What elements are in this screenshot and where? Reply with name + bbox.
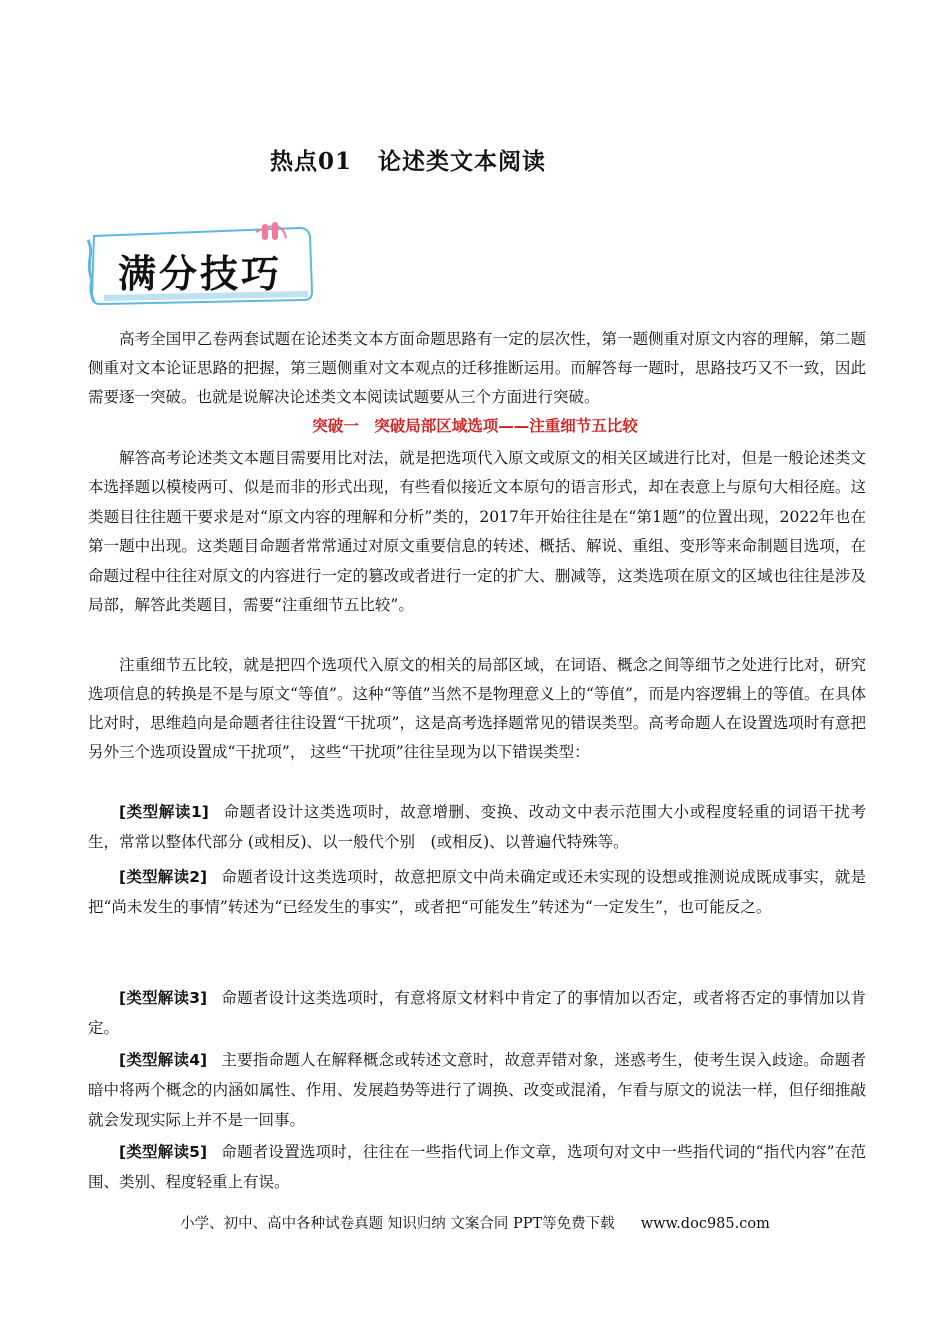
title-label: 热点01 bbox=[269, 148, 352, 175]
intro-paragraph: 高考全国甲乙卷两套试题在论述类文本方面命题思路有一定的层次性，第一题侧重对原文内容的理解，第二题侧重对文本论证思路的把握，第三题侧重对文本观点的迁移推断运用。而解答每一题时，思路技巧又不一致，因此需要逐一突破。也就是说解决论述类文本阅读试题要从三个方面进行突破。 bbox=[88, 330, 866, 406]
type-tag: [类型解读5] bbox=[119, 1143, 208, 1161]
type-tag: [类型解读3] bbox=[119, 989, 208, 1007]
footer-url[interactable]: www.doc985.com bbox=[640, 1216, 770, 1232]
type-item-4 bbox=[88, 1045, 866, 1135]
paragraph-1: 解答高考论述类文本题目需要用比对法，就是把选项代入原文或原文的相关区域进行比对，但是一般论述类文本选择题以模棱两可、似是而非的形式出现，有些看似接近文本原句的语言形式，却在表意上与原句大相径庭。这类题目往往题干要求是对“原文内容的理解和分析”类的，2017年开始往往是在“第1题”的位置出现，2022年也在第一题中出现。这类题目命题者常常通过对原文重要信息的转述、概括、解说、重组、变形等来命制题目选项，在命题过程中往往对原文的内容进行一定的篡改或者进行一定的扩大、删减等，这类选项在原文的区域也往往是涉及局部，解答此类题目，需要“注重细节五比较”。 bbox=[88, 449, 866, 615]
type-text: 主要指命题人在解释概念或转述文意时，故意弄错对象，迷惑考生，使考生误入歧途。命题者暗中将两个概念的内涵如属性、作用、发展趋势等进行了调换、改变或混淆，乍看与原文的说法一样，但仔细推敲就会发现实际上并不是一回事。 bbox=[88, 1051, 866, 1129]
type-text: 命题者设置选项时，往往在一些指代词上作文章，选项句对文中一些指代词的“指代内容”在范围、类别、程度轻重上有误。 bbox=[88, 1143, 866, 1191]
type-item-2 bbox=[88, 862, 866, 922]
banner-text: 满分技巧 bbox=[118, 252, 283, 296]
paragraph-2: 注重细节五比较，就是把四个选项代入原文的相关的局部区域，在词语、概念之间等细节之处进行比对，研究选项信息的转换是不是与原文“等值”。这种“等值”当然不是物理意义上的“等值”，而是内容逻辑上的等值。在具体比对时，思维趋向是命题者往往设置“干扰项”，这是高考选择题常见的错误类型。高考命题人在设置选项时有意把另外三个选项设置成“干扰项”， 这些“干扰项”往往呈现为以下错误类型： bbox=[88, 656, 866, 761]
type-tag: [类型解读4] bbox=[119, 1051, 208, 1069]
type-text: 命题者设计这类选项时，故意增删、变换、改动文中表示范围大小或程度轻重的词语干扰考生，常常以整体代部分 (或相反)、以一般代个别 (或相反)、以普遍代特殊等。 bbox=[88, 803, 866, 851]
type-text: 命题者设计这类选项时，故意把原文中尚未确定或还未实现的设想或推测说成既成事实，就是把“尚未发生的事情”转述为“已经发生的事实”，或者把“可能发生”转述为“一定发生”，也可能反之。 bbox=[88, 868, 866, 916]
page-footer bbox=[0, 1212, 950, 1233]
title-topic: 论述类文本阅读 bbox=[378, 148, 546, 175]
type-item-5 bbox=[88, 1137, 866, 1197]
type-tag: [类型解读1] bbox=[119, 803, 209, 821]
type-item-1 bbox=[88, 797, 866, 857]
section-heading: 突破一 突破局部区域选项——注重细节五比较 bbox=[312, 417, 638, 435]
page-title bbox=[0, 143, 816, 176]
type-item-3 bbox=[88, 983, 866, 1043]
footer-text: 小学、初中、高中各种试卷真题 知识归纳 文案合同 PPT等免费下载 bbox=[180, 1216, 615, 1232]
type-tag: [类型解读2] bbox=[119, 868, 208, 886]
type-text: 命题者设计这类选项时，有意将原文材料中肯定了的事情加以否定，或者将否定的事情加以肯定。 bbox=[88, 989, 866, 1037]
